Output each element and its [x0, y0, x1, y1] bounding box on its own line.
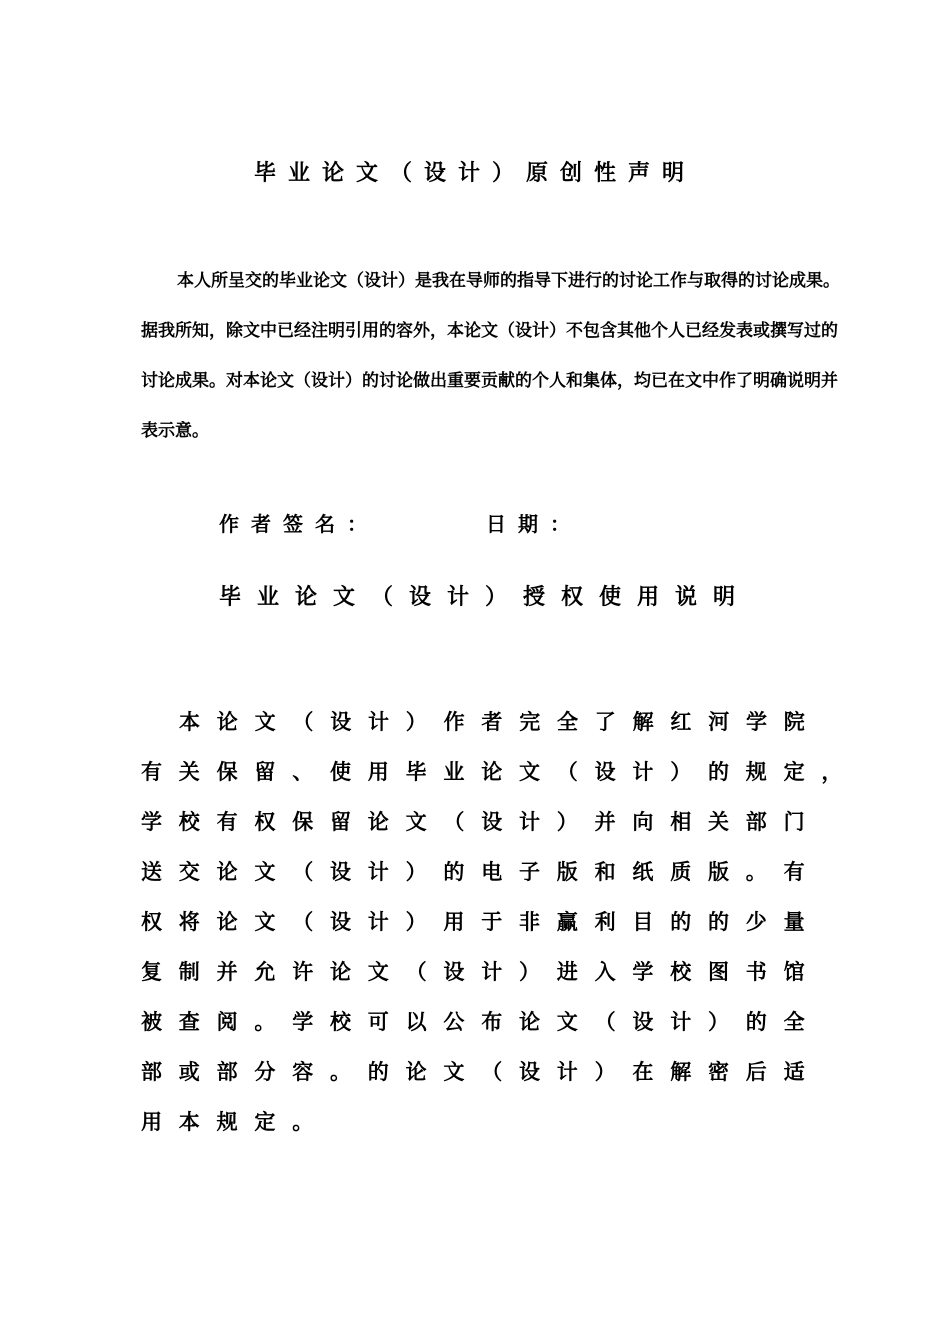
- author-signature-label: 作者签名：: [219, 512, 379, 536]
- authorization-line: 复制并允许论文（设计）进入学校图书馆: [141, 960, 822, 984]
- authorization-line: 用本规定。: [141, 1110, 330, 1134]
- declaration-title: 毕业论文（设计）原创性声明: [253, 161, 696, 186]
- authorization-line: 被查阅。学校可以公布论文（设计）的全: [141, 1010, 822, 1034]
- authorization-line: 有关保留、使用毕业论文（设计）的规定，: [141, 760, 860, 784]
- signature-row: [219, 506, 582, 542]
- authorization-line: 送交论文（设计）的电子版和纸质版。有: [141, 860, 822, 884]
- authorization-title: 毕业论文（设计）授权使用说明: [219, 585, 752, 610]
- declaration-paragraph: 本人所呈交的毕业论文（设计）是我在导师的指导下进行的讨论工作与取得的讨论成果。据我所知，除文中已经注明引用的容外，本论文（设计）不包含其他个人已经发表或撰写过的讨论成果。对本论文（设计）的讨论做出重要贡献的个人和集体，均已在文中作了明确说明并表示意。: [141, 271, 840, 441]
- date-label: 日期：: [486, 512, 582, 536]
- authorization-line: 部或部分容。的论文（设计）在解密后适: [141, 1060, 822, 1084]
- authorization-line: 学校有权保留论文（设计）并向相关部门: [141, 810, 822, 834]
- authorization-line: 本论文（设计）作者完全了解红河学院: [179, 710, 822, 734]
- authorization-paragraph: [141, 700, 860, 1150]
- authorization-line: 权将论文（设计）用于非赢利目的的少量: [141, 910, 822, 934]
